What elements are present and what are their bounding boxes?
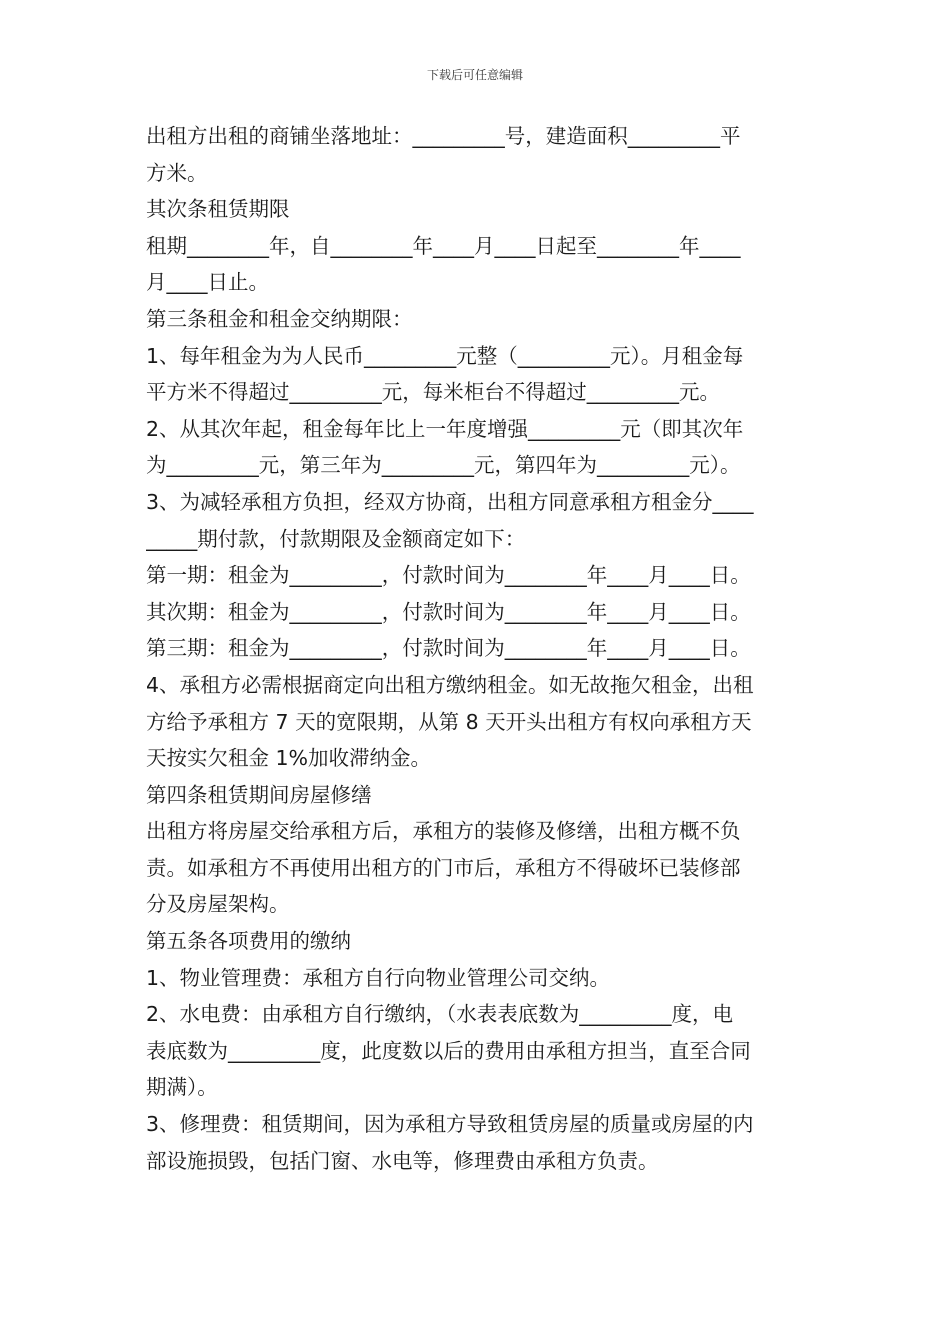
- section-heading: 第三条租金和租金交纳期限：: [146, 306, 413, 331]
- text-line: 1、物业管理费：承租方自行向物业管理公司交纳。: [146, 965, 611, 990]
- text-line: 为_________元，第三年为_________元，第四年为_________元）。: [146, 453, 741, 478]
- text-line: 方米。: [146, 160, 208, 185]
- document-body: [146, 118, 810, 1179]
- text-line: 1、每年租金为为人民币_________元整（_________元）。月租金每: [146, 343, 744, 368]
- payment-line-1: 第一期：租金为_________，付款时间为________年____月____日。: [146, 563, 751, 588]
- text-line: 分及房屋架构。: [146, 892, 290, 917]
- text-line: _____期付款，付款期限及金额商定如下：: [146, 526, 526, 551]
- section-heading: 其次条租赁期限: [146, 197, 290, 222]
- text-line: 出租方出租的商铺坐落地址：_________号，建造面积_________平: [146, 124, 741, 148]
- page-header: 下载后可任意编辑: [426, 68, 523, 82]
- text-line: 责。如承租方不再使用出租方的门市后，承租方不得破坏已装修部: [146, 855, 741, 880]
- text-line: 表底数为_________度，此度数以后的费用由承租方担当，直至合同: [146, 1038, 751, 1063]
- text-line: 部设施损毁，包括门窗、水电等，修理费由承租方负责。: [146, 1148, 659, 1173]
- payment-line-3: 第三期：租金为_________，付款时间为________年____月____日。: [146, 636, 751, 661]
- text-line: 3、为减轻承租方负担，经双方协商，出租方同意承租方租金分____: [146, 489, 754, 514]
- text-line: 2、从其次年起，租金每年比上一年度增强_________元（即其次年: [146, 416, 744, 441]
- text-line: 4、承租方必需根据商定向出租方缴纳租金。如无故拖欠租金，出租: [146, 672, 754, 697]
- text-line: 出租方将房屋交给承租方后，承租方的装修及修缮，出租方概不负: [146, 819, 741, 844]
- text-line: 月____日止。: [146, 270, 269, 295]
- text-line: 2、水电费：由承租方自行缴纳，（水表表底数为_________度，电: [146, 1002, 734, 1027]
- text-line: 平方米不得超过_________元，每米柜台不得超过_________元。: [146, 380, 720, 405]
- section-heading: 第五条各项费用的缴纳: [146, 929, 351, 954]
- text-line: 方给予承租方 7 天的宽限期，从第 8 天开头出租方有权向承租方天: [146, 709, 752, 734]
- text-line: 期满）。: [146, 1075, 218, 1100]
- payment-line-2: 其次期：租金为_________，付款时间为________年____月____日。: [146, 599, 751, 624]
- section-heading: 第四条租赁期间房屋修缮: [146, 782, 372, 807]
- text-line: 租期________年，自________年____月____日起至________年____: [146, 233, 741, 258]
- text-line: 天按实欠租金 1%加收滞纳金。: [146, 746, 432, 771]
- text-line: 3、修理费：租赁期间，因为承租方导致租赁房屋的质量或房屋的内: [146, 1112, 754, 1137]
